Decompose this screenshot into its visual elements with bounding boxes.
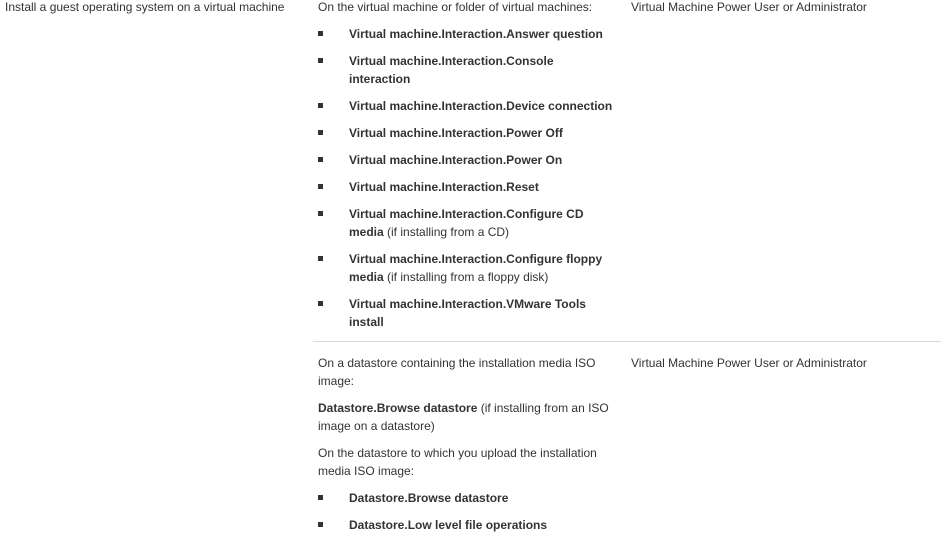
list-item [318, 516, 618, 534]
bullet-square-icon [318, 103, 323, 108]
list-item [318, 52, 618, 88]
privilege-name: Datastore.Browse datastore [318, 401, 478, 415]
privilege-name: Virtual machine.Interaction.VMware Tools install [349, 297, 586, 329]
privileges-intro: On the virtual machine or folder of virtual machines: [318, 0, 593, 14]
privilege-name: Datastore.Browse datastore [349, 491, 509, 505]
role-cell-row2: Virtual Machine Power User or Administrator [631, 356, 867, 370]
list-item [318, 250, 618, 286]
privileges-cell-row2 [318, 354, 618, 543]
list-item [318, 25, 618, 43]
list-item [318, 124, 618, 142]
bullet-square-icon [318, 31, 323, 36]
bullet-square-icon [318, 495, 323, 500]
privilege-name: Virtual machine.Interaction.Device connection [349, 99, 613, 113]
bullet-square-icon [318, 256, 323, 261]
list-item [318, 489, 618, 507]
list-item [318, 178, 618, 196]
privilege-name: Virtual machine.Interaction.Reset [349, 180, 539, 194]
list-item [318, 205, 618, 241]
privilege-name: Virtual machine.Interaction.Power On [349, 153, 563, 167]
privilege-paragraph [318, 399, 618, 435]
row-divider [313, 341, 941, 342]
privilege-name: Virtual machine.Interaction.Console interaction [349, 54, 554, 86]
privileges-intro-datastore: On a datastore containing the installation media ISO image: [318, 356, 596, 388]
privileges-list-row2 [318, 489, 618, 534]
task-cell: Install a guest operating system on a virtual machine [5, 0, 285, 14]
privilege-name: Virtual machine.Interaction.Power Off [349, 126, 563, 140]
bullet-square-icon [318, 58, 323, 63]
list-item [318, 295, 618, 331]
list-item [318, 97, 618, 115]
privilege-note: (if installing from an ISO image on a datastore) [318, 401, 609, 433]
privilege-name: Virtual machine.Interaction.Configure CD media [349, 207, 584, 239]
bullet-square-icon [318, 130, 323, 135]
role-cell-row1: Virtual Machine Power User or Administrator [631, 0, 867, 14]
bullet-square-icon [318, 301, 323, 306]
bullet-square-icon [318, 184, 323, 189]
privilege-name: Virtual machine.Interaction.Configure floppy media [349, 252, 603, 284]
privilege-name: Virtual machine.Interaction.Answer question [349, 27, 603, 41]
list-item [318, 151, 618, 169]
privilege-note: (if installing from a floppy disk) [383, 270, 549, 284]
privilege-name: Datastore.Low level file operations [349, 518, 548, 532]
privileges-cell-row1 [318, 0, 618, 340]
privileges-intro-upload: On the datastore to which you upload the installation media ISO image: [318, 446, 597, 478]
bullet-square-icon [318, 522, 323, 527]
privileges-list-row1 [318, 25, 618, 331]
bullet-square-icon [318, 157, 323, 162]
privilege-note: (if installing from a CD) [383, 225, 510, 239]
bullet-square-icon [318, 211, 323, 216]
